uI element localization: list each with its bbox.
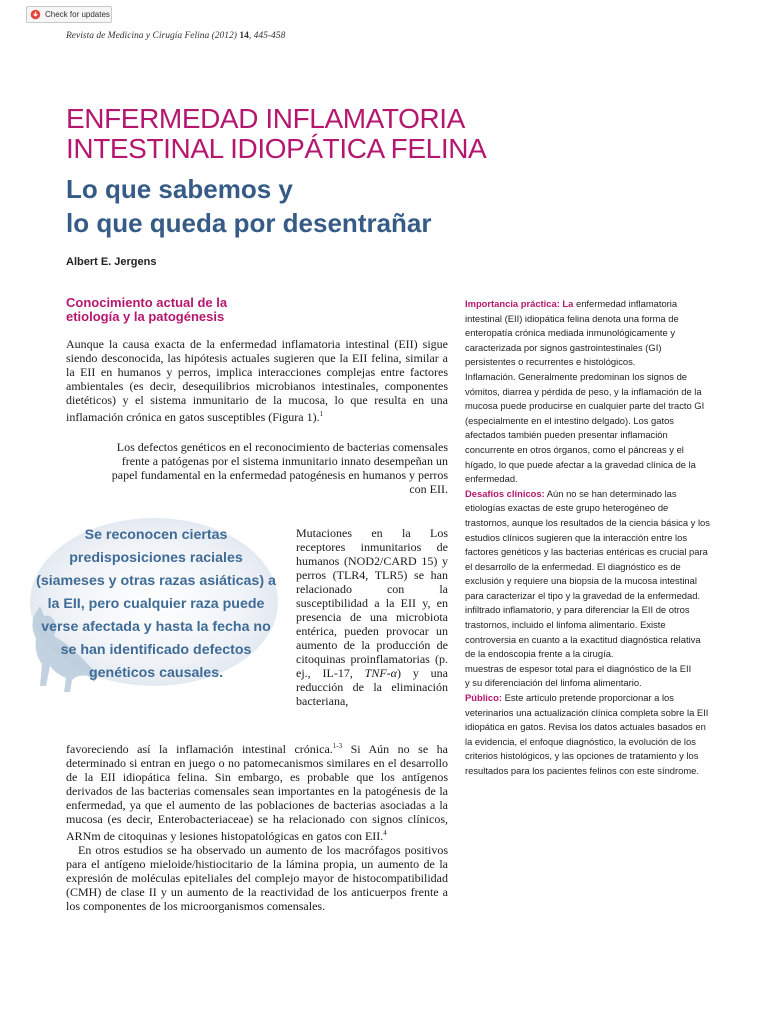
differentiation-text: y su diferenciación del linfoma alimentario. [465, 677, 642, 689]
audience: Público: Este artículo pretende proporcionar a los veterinarios una actualización clínica completa sobre la EII idiopática en gatos. Revisa los datos actuales basados en la evidencia, el enfoque diagnóstico, la evolución de los criterios histológicos, y las opciones de tratamiento y los resultados para los pacientes felinos con este síndrome. [465, 692, 709, 776]
audience-label: Público: [465, 692, 502, 704]
inflammation-text: Inflamación. Generalmente predominan los signos de vómitos, diarrea y pérdida de peso, y la inflamación de la mucosa puede producirse en cualquier parte del tracto GI (especialmente en el intestino delgado). Los gatos afectados también pueden presentar inflamación concurrente en otros órganos, como el páncreas y el hígado, lo que puede afectar a la gravedad clínica de la enfermedad. [465, 370, 705, 485]
practical-importance: Importancia práctica: La enfermedad inflamatoria intestinal (EII) idiopática felina denota una forma de enteropatía crónica mediada inmunológicamente y caracterizada por signos gastrointestinales (GI) persistentes o recurrentes e histológicos. [465, 298, 679, 368]
tnf-alpha-term: TNF-α [364, 666, 397, 680]
infiltrate-text: infiltrado inflamatorio, y para diferenciar la EII de otros trastornos, incluido el linfoma alimentario. Existe controversia en cuanto a la exactitud diagnóstica relativa de la endoscopia frente a la cirugía. [465, 604, 701, 660]
body-paragraph-1: Aunque la causa exacta de la enfermedad inflamatoria intestinal (EII) sigue siendo desconocida, las hipótesis actuales sugieren que la EII felina, similar a la EII en humanos y perros, implica interacciones complejas entre factores ambientales (es decir, desequilibrios microbianos intestinales, componentes dietéticos) y el sistema inmunitario de la mucosa, lo que resulta en una inflamación crónica en gatos susceptibles (Figura 1).$^1$ [66, 337, 448, 424]
practical-importance-label: Importancia práctica: La [465, 298, 574, 309]
journal-year: (2012) [211, 31, 237, 41]
citation-superscript: 1-3 [332, 742, 343, 750]
clinical-challenges: Desafíos clínicos: Aún no se han determinado las etiologías exactas de este grupo heterogéneo de trastornos, aunque los resultados de la ciencia básica y los estudios clínicos sugieren que la interacción entre los factores genéticos y las bacterias entéricas es crucial para el desarrollo de la enfermedad. El diagnóstico es de exclusión y requiere una biopsia de la mucosa intestinal para caracterizar el tipo y la gravedad de la enfermedad. [465, 487, 710, 601]
clinical-challenges-label: Desafíos clínicos: [465, 487, 545, 499]
samples-text: muestras de espesor total para el diagnóstico de la EII [465, 662, 692, 674]
article-subtitle [66, 172, 586, 240]
author-name: Albert E. Jergens [66, 256, 157, 268]
journal-citation [66, 31, 285, 41]
key-points-column [465, 297, 712, 779]
journal-pages: , 445-458 [248, 31, 286, 41]
body-paragraph-2: Los defectos genéticos en el reconocimiento de bacterias comensales frente a patógenas por el sistema inmunitario innato desempeñan un papel fundamental en la enfermedad patogénesis en humanos y perros con EII. [111, 440, 448, 496]
pull-quote: Se reconocen ciertas predisposiciones raciales (siameses y otras razas asiáticas) a la EII, pero cualquier raza puede verse afectada y hasta la fecha no se han identificado defectos genéticos causales. [36, 527, 276, 681]
body-paragraph-5: En otros estudios se ha observado un aumento de los macrófagos positivos para el antígeno mieloide/histiocitario de la lámina propia, un aumento de la expresión de moléculas epiteliales del complejo mayor de histocompatibilidad (CMH) de clase II y un aumento de la reactividad de los anticuerpos frente a los componentes de los microorganismos comensales. [66, 843, 448, 913]
citation-superscript: 1 [319, 410, 324, 418]
citation-superscript: 4 [383, 829, 387, 837]
title-line-2: INTESTINAL IDIOPÁTICA FELINA [66, 133, 487, 164]
subtitle-line-1: Lo que sabemos y [66, 174, 293, 204]
subtitle-line-2: lo que queda por desentrañar [66, 208, 432, 238]
journal-volume: 14 [239, 31, 249, 41]
body-paragraph-3: Mutaciones en la Los receptores inmunitarios de humanos (NOD2/CARD 15) y perros (TLR4, TLR5) se han relacionado con la susceptibilidad a la EII y, en presencia de una microbiota entérica, pueden provocar un aumento de la producción de citoquinas proinflamatorias (p. ej., IL-17, TNF-α) y una reducción de la eliminación bacteriana, [296, 526, 448, 708]
title-line-1: ENFERMEDAD INFLAMATORIA [66, 103, 465, 134]
check-for-updates-button[interactable] [26, 6, 112, 23]
section-heading-line-2: etiología y la patogénesis [66, 309, 225, 324]
journal-name: Revista de Medicina y Cirugía Felina [66, 31, 210, 41]
body-paragraph-4: favoreciendo así la inflamación intestinal crónica.$^{1-3}$ Si Aún no se ha determinado si entran en juego o no patomecanismos similares en el desarrollo de la EII idiopática felina. Sin embargo, es probable que los antígenos derivados de las bacterias comensales sean importantes en la patogénesis de la enfermedad, ya que el aumento de las poblaciones de bacterias asociadas a la mucosa (es decir, Enterobacteriaceae) se ha relacionado con signos clínicos, ARNm de citoquinas y lesiones histopatológicas en gatos con EII.$^4$ En otros estudios se ha observado un aumento de los macrófagos positivos para el antígeno mieloide/histiocitario de la lámina propia, un aumento de la expresión de moléculas epiteliales del complejo mayor de histocompatibilidad (CMH) de clase II y un aumento de la reactividad de los anticuerpos frente a los componentes de los microorganismos comensales. [66, 742, 448, 913]
update-icon [30, 9, 41, 20]
section-heading [66, 296, 296, 324]
check-for-updates-label: Check for updates [45, 10, 110, 19]
section-heading-line-1: Conocimiento actual de la [66, 295, 228, 310]
article-title [66, 104, 586, 164]
